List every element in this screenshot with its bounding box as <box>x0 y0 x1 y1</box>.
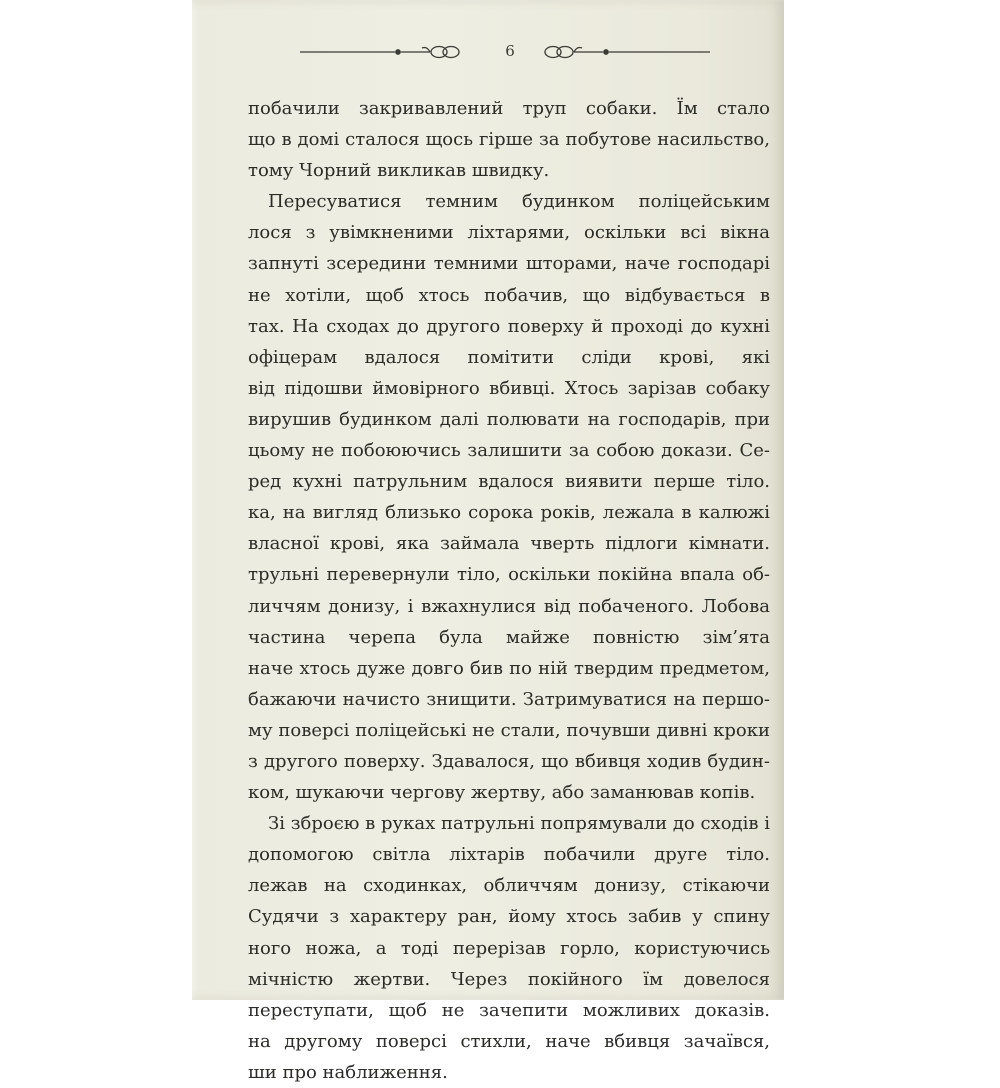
text-line: бажаючи начисто знищити. Затримуватися на першо- <box>248 688 770 710</box>
text-line: лося з увімкненими ліхтарями, оскільки всі вікна <box>248 222 770 244</box>
text-line: ком, шукаючи чергову жертву, або заманював копів. <box>248 782 756 804</box>
book-page <box>192 0 784 1083</box>
text-line: від підошви ймовірного вбивці. Хтось зарізав собаку <box>248 377 770 399</box>
body-text <box>248 93 770 1088</box>
text-line: лежав на сходинках, обличчям донизу, стікаючи <box>248 875 770 897</box>
text-line: запнуті зсередини темними шторами, наче господарі <box>248 253 770 275</box>
page-header <box>300 38 720 66</box>
text-line: тому Чорний викликав швидку. <box>248 160 550 182</box>
text-line: ред кухні патрульним вдалося виявити перше тіло. <box>248 471 770 493</box>
text-line: цьому не побоюючись залишити за собою докази. Се- <box>248 440 770 462</box>
text-line: не хотіли, щоб хтось побачив, що відбувається в <box>248 284 770 306</box>
text-line: ши про наближення. <box>248 1061 448 1083</box>
text-line: офіцерам вдалося помітити сліди крові, які <box>248 346 770 368</box>
text-line: частина черепа була майже повністю зім’ята <box>248 626 770 648</box>
text-line: мічністю жертви. Через покійного їм довелося <box>248 968 770 990</box>
text-line: допомогою світла ліхтарів побачили друге тіло. <box>248 844 770 866</box>
text-line: на другому поверсі стихли, наче вбивця зачаївся, <box>248 1030 770 1052</box>
text-line: Зі зброєю в руках патрульні попрямували до сходів і <box>268 813 770 835</box>
text-line: трульні перевернули тіло, оскільки покійна впала об- <box>248 564 770 586</box>
text-line: му поверсі поліцейські не стали, почувши дивні кроки <box>248 719 770 741</box>
text-line: побачили закривавлений труп собаки. Їм стало <box>248 98 770 119</box>
text-line: личчям донизу, і вжахнулися від побаченого. Лобова <box>248 595 770 617</box>
page-number: 6 <box>505 42 515 60</box>
text-line: вирушив будинком далі полювати на господарів, при <box>248 408 770 430</box>
text-line: переступати, щоб не зачепити можливих доказів. <box>248 999 770 1021</box>
text-line: власної крові, яка займала чверть підлоги кімнати. <box>248 533 770 555</box>
text-line: що в домі сталося щось гірше за побутове насильство, <box>248 129 770 151</box>
text-line: ка, на вигляд близько сорока років, лежала в калюжі <box>248 502 770 524</box>
text-line: ного ножа, а тоді перерізав горло, користуючись <box>248 937 770 959</box>
text-line: з другого поверху. Здавалося, що вбивця ходив будин- <box>248 750 770 772</box>
text-line: Судячи з характеру ран, йому хтось забив у спину <box>248 906 770 928</box>
text-line: тах. На сходах до другого поверху й проході до кухні <box>248 315 770 337</box>
text-line: наче хтось дуже довго бив по ній твердим предметом, <box>248 657 770 679</box>
text-line: Пересуватися темним будинком поліцейським <box>268 191 770 213</box>
